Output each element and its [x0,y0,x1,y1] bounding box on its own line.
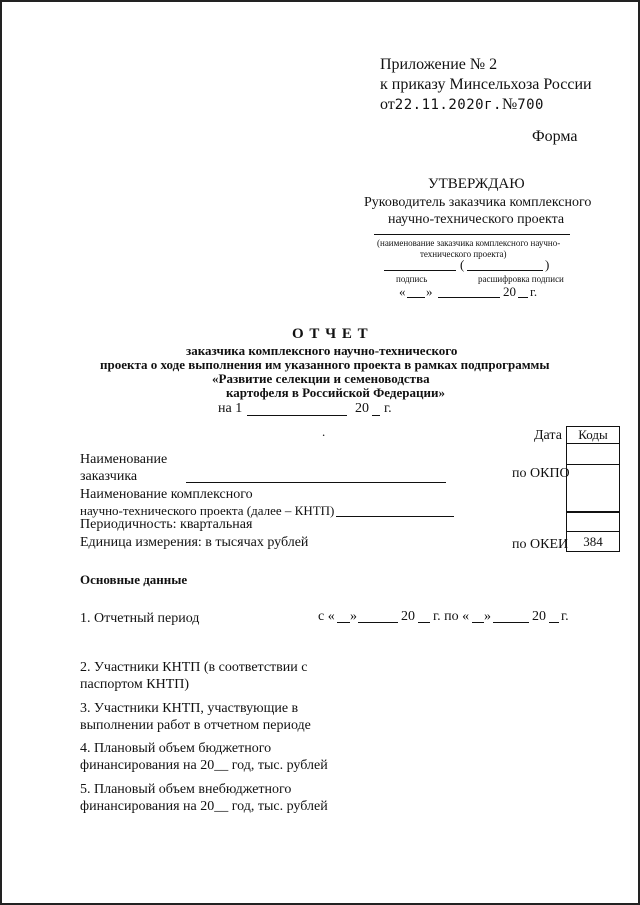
okei-code-value: 384 [567,531,619,552]
report-on-prefix: на 1 [218,401,243,416]
sign-paren-close: ) [545,257,550,272]
period-to-year-line [549,622,559,623]
customer-name-field-line [186,482,446,483]
okei-label: по ОКЕИ [512,537,569,552]
report-title-line4: картофеля в Российской Федерации» [226,385,445,400]
period-q1: » [350,609,357,624]
item4-line2: финансирования на 20__ год, тыс. рублей [80,758,328,773]
period-from-month-line [358,622,398,623]
periodicity-label: Периодичность: квартальная [80,517,253,532]
customer-label-1: Наименование [80,452,168,467]
customer-name-line [374,234,570,235]
customer-label-2: заказчика [80,469,138,484]
approve-line2: научно-технического проекта [388,212,565,227]
caption-customer-2: технического проекта) [420,249,507,259]
order-date-line [380,96,544,114]
approve-month-line [438,297,500,298]
period-mid: г. по « [433,609,470,624]
date-label: Дата [534,428,562,443]
item5-line1: 5. Плановый объем внебюджетного [80,782,292,797]
number-prefix: № [501,96,518,113]
item4-line1: 4. Плановый объем бюджетного [80,741,272,756]
project-label-2: научно-технического проекта (далее – КНТП) [80,503,335,518]
date-code-cell [567,444,619,465]
caption-signature: подпись [396,274,428,284]
date-prefix: от [380,96,395,113]
signature-line [384,270,456,271]
period-20a: 20 [401,609,415,624]
approve-year-prefix: 20 [503,284,516,299]
sign-paren-open: ( [460,257,465,272]
decoding-line [467,270,543,271]
report-title-line1: заказчика комплексного научно-технического [186,343,458,358]
project-label-1: Наименование комплексного [80,487,253,502]
item2-line1: 2. Участники КНТП (в соответствии с [80,660,308,675]
project-name-field-line [336,516,454,517]
main-data-heading: Основные данные [80,572,188,587]
codes-header: Коды [567,427,619,444]
report-date-line [247,415,347,416]
report-title-line2: проекта о ходе выполнения им указанного проекта в рамках подпрограммы [100,357,550,372]
approve-date-close: » [426,284,433,299]
codes-table [566,426,620,552]
periodicity-code-cell [567,512,619,513]
approve-year-line [518,297,528,298]
approve-line1: Руководитель заказчика комплексного [364,195,592,210]
approve-year-suffix: г. [530,284,538,299]
caption-customer-1: (наименование заказчика комплексного научно- [377,238,561,248]
order-number: 700 [517,97,544,113]
item5-line2: финансирования на 20__ год, тыс. рублей [80,799,328,814]
period-to-day-line [472,622,484,623]
okpo-code-cell [567,465,619,512]
report-title-line3: «Развитие селекции и семеноводства [212,371,430,386]
period-20b: 20 [532,609,546,624]
order-date: 22.11.2020г. [394,97,502,113]
appendix-label: Приложение № 2 [380,56,498,73]
stray-dot: . [322,424,326,439]
approve-title: УТВЕРЖДАЮ [428,176,525,192]
period-q2: » [484,609,491,624]
period-to-month-line [493,622,529,623]
unit-label: Единица измерения: в тысячах рублей [80,535,309,550]
caption-decoding: расшифровка подписи [478,274,564,284]
item3-line1: 3. Участники КНТП, участвующие в [80,701,299,716]
item1-label: 1. Отчетный период [80,611,200,626]
report-year-prefix: 20 [355,401,369,416]
period-end: г. [561,609,569,624]
report-title: О Т Ч Е Т [292,326,369,342]
order-line: к приказу Минсельхоза России [380,76,592,93]
item2-line2: паспортом КНТП) [80,677,190,692]
approve-day-line [407,297,425,298]
item3-line2: выполнении работ в отчетном периоде [80,718,311,733]
period-from: с « [318,609,335,624]
okpo-label: по ОКПО [512,466,570,481]
form-label: Форма [532,128,578,145]
report-year-line [372,415,380,416]
period-from-year-line [418,622,430,623]
report-year-suffix: г. [384,401,392,416]
approve-date-open: « [399,284,406,299]
period-from-day-line [337,622,350,623]
